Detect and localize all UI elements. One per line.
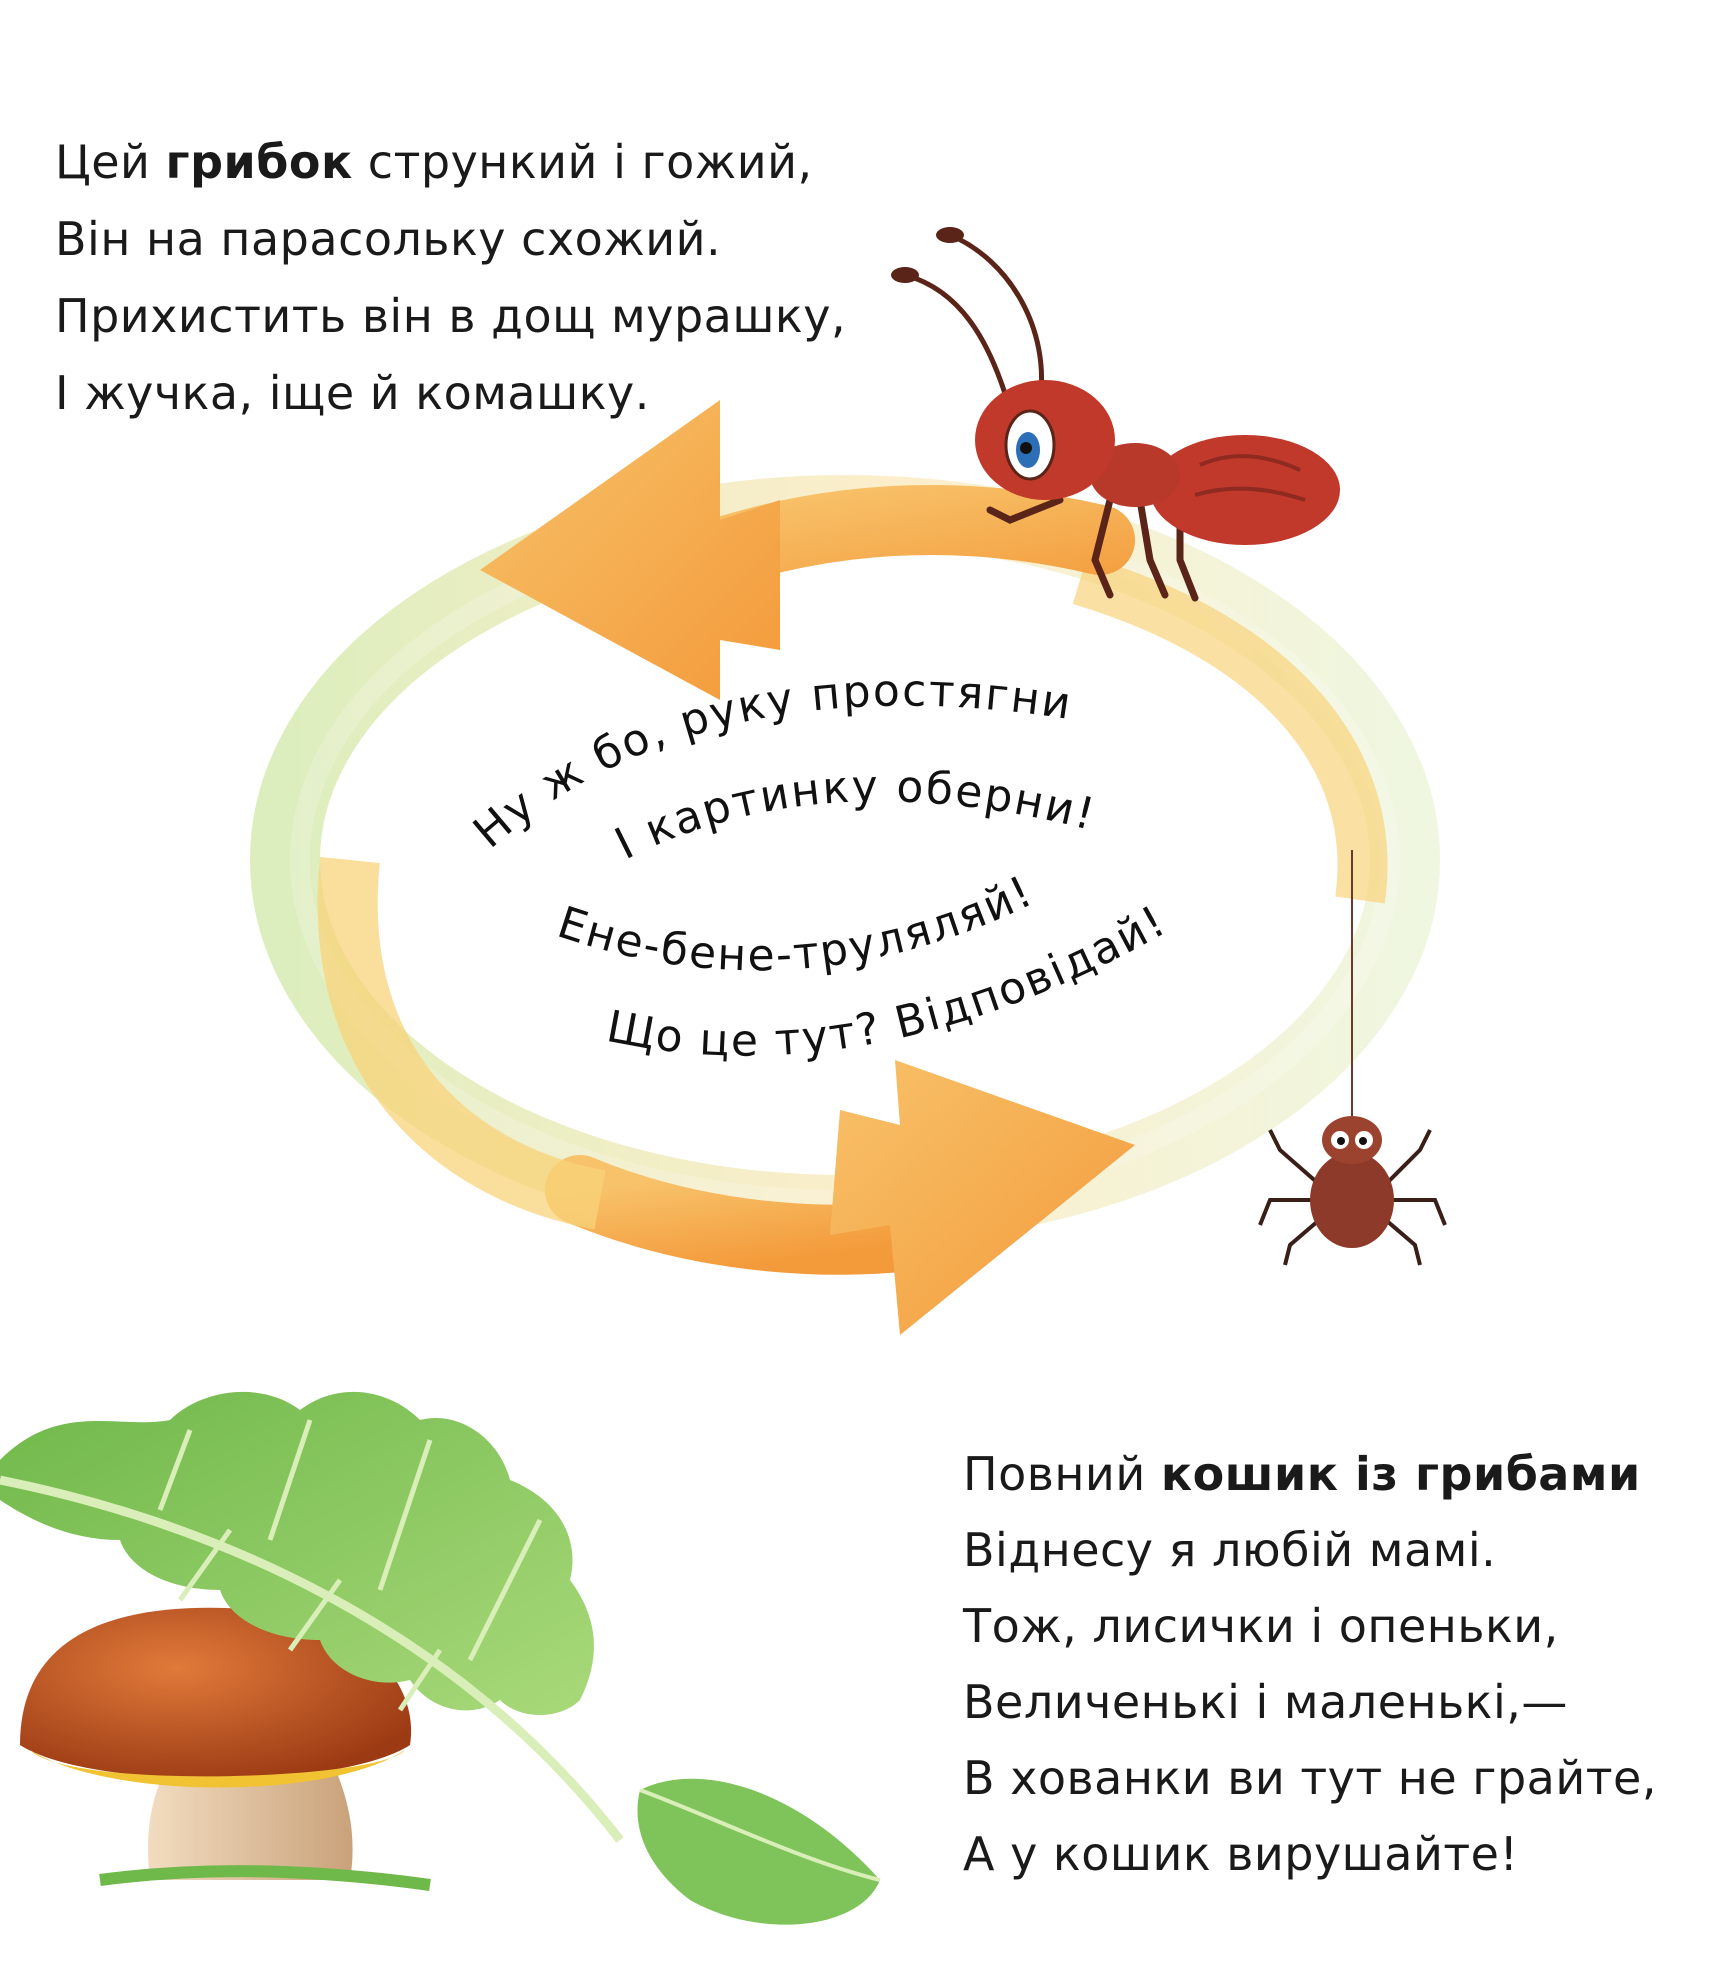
center-rhyme-line-2: І картинку оберни! — [607, 761, 1102, 870]
poem-top-line-2: Він на парасольку схожий. — [55, 212, 722, 266]
keyword-mushroom: грибок — [165, 135, 353, 189]
center-rhyme-line-3: Ене-бене-труляляй! — [551, 865, 1042, 982]
poem-bottom-line-4: Величенькі і маленькі,— — [963, 1675, 1568, 1729]
center-rhyme-line-1: Ну ж бо, руку простягни — [463, 665, 1076, 859]
poem-top-line-3: Прихистить він в дощ мурашку, — [55, 289, 847, 343]
poem-bottom-line-6: А у кошик вирушайте! — [963, 1827, 1519, 1881]
poem-bottom-line-3: Тож, лисички і опеньки, — [963, 1599, 1559, 1653]
poem-bottom-line-1: Повний кошик із грибами — [963, 1447, 1641, 1501]
poem-top-line-1: Цей грибок стрункий і гожий, — [55, 135, 813, 189]
poem-bottom-line-2: Віднесу я любій мамі. — [963, 1523, 1497, 1577]
small-leaf-icon — [637, 1779, 880, 1925]
center-rhyme — [464, 665, 1175, 1066]
keyword-basket: кошик із грибами — [1160, 1447, 1641, 1501]
poem-bottom — [963, 1436, 1657, 1892]
poem-bottom-line-5: В хованки ви тут не грайте, — [963, 1751, 1657, 1805]
poem-top-line-4: І жучка, іще й комашку. — [55, 366, 650, 420]
center-rhyme-line-4: Що це тут? Відповідай! — [602, 895, 1176, 1067]
